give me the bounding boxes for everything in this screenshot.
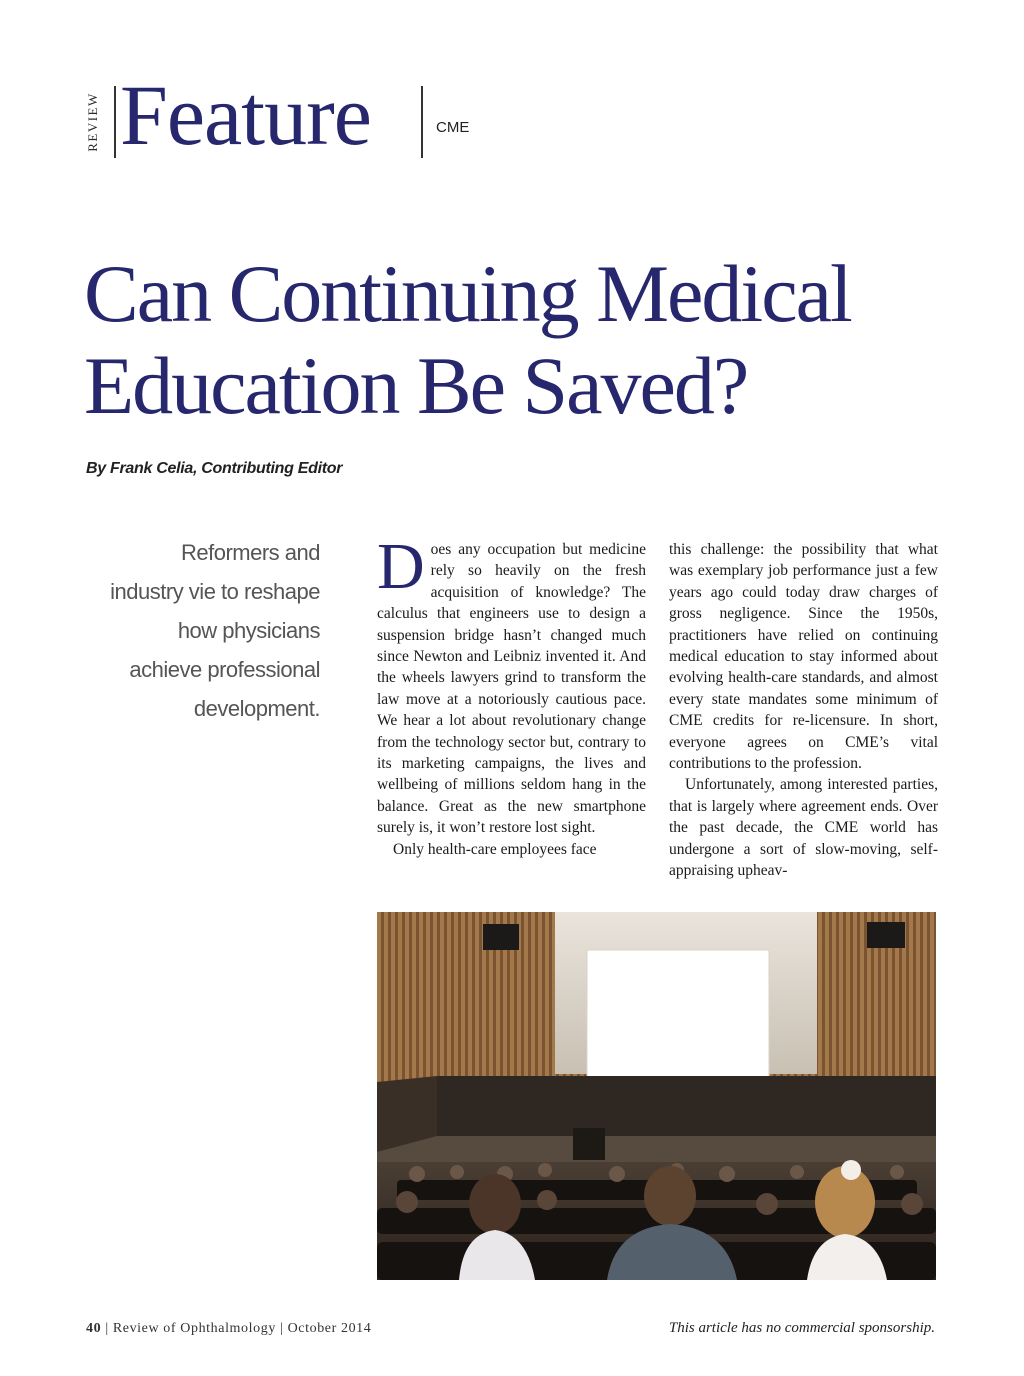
paragraph-text: oes any occupation but medicine rely so heavily on the fresh acquisition of knowledge? The calculus that engineers use to design a suspension bridge hasn’t changed much since Newton and Leibniz invented it. And the wheels lawyers grind to transform the law move at a notoriously cautious pace. We hear a lot about revolutionary change from the technology sector but, contrary to its marketing campaigns, the lives and wellbeing of millions seldom hang in the balance. Great as the new smartphone surely is, it won’t restore lost sight. (377, 541, 646, 837)
body-paragraph (377, 530, 646, 839)
body-column-2 (669, 539, 938, 882)
page-footer (86, 1321, 371, 1337)
section-title: Feature (120, 67, 371, 163)
issue-date: October 2014 (287, 1321, 372, 1336)
footer-separator: | (280, 1321, 284, 1336)
body-paragraph: Only health-care employees face (393, 840, 597, 858)
sponsorship-note: This article has no commercial sponsorship. (668, 1320, 935, 1336)
lecture-hall-photo (377, 912, 936, 1280)
body-paragraph: this challenge: the possibility that what was exemplary job performance just a few years ago could today draw charges of gross negligence. Since the 1950s, practitioners have relied on continuing medical education to stay informed about evolving health-care standards, and almost every state mandates some minimum of CME credits for re-licensure. In short, everyone agrees on CME’s vital contributions to the profession. (669, 541, 938, 773)
section-vertical-label: REVIEW (85, 92, 100, 152)
footer-separator: | (105, 1321, 109, 1336)
article-title: Can Continuing Medical Education Be Saved? (84, 248, 851, 431)
page-number: 40 (86, 1321, 102, 1336)
publication-name: Review of Ophthalmology (112, 1321, 276, 1336)
body-column-1 (377, 530, 646, 860)
header-divider-left (114, 86, 116, 158)
section-tag: CME (436, 119, 470, 136)
pull-quote: Reformers and industry vie to reshape how physicians achieve professional development. (110, 540, 320, 721)
body-paragraph: Unfortunately, among interested parties, that is largely where agreement ends. Over the past decade, the CME world has undergone a sort of slow-moving, self-appraising upheav- (669, 776, 938, 880)
drop-cap: D (377, 530, 425, 603)
header-divider-right (421, 86, 423, 158)
byline: By Frank Celia, Contributing Editor (86, 460, 343, 477)
